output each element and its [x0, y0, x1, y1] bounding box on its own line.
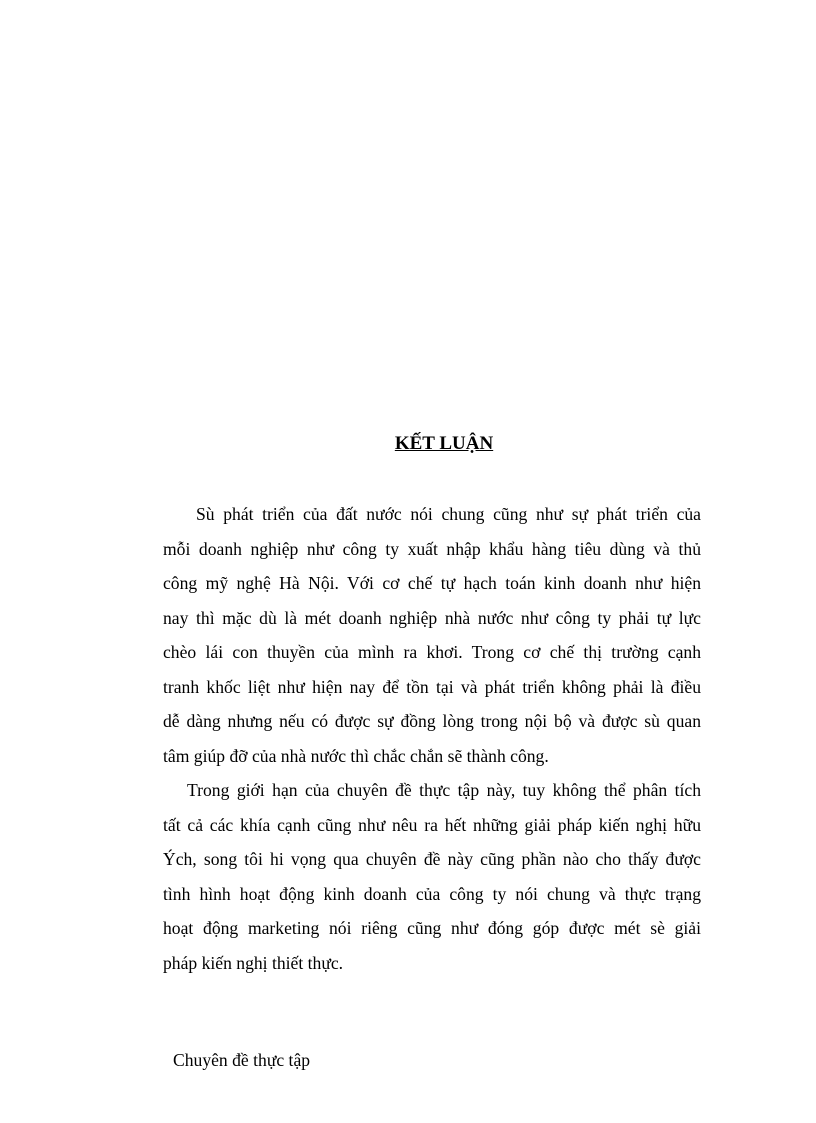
paragraph-2-line-4: tình hình hoạt động kinh doanh của công ty nói chung và thực trạng: [163, 883, 701, 904]
paragraph-2-line-2: tất cả các khía cạnh cũng như nêu ra hết những giải pháp kiến nghị hữu: [163, 814, 701, 835]
paragraph-2-line-3: Ých, song tôi hi vọng qua chuyên đề này cũng phần nào cho thấy được: [163, 849, 701, 869]
paragraph-1-line-4: nay thì mặc dù là mét doanh nghiệp nhà nước như công ty phải tự lực: [163, 607, 701, 628]
paragraph-1-line-6: tranh khốc liệt như hiện nay để tồn tại và phát triển không phải là điều: [163, 676, 701, 697]
document-body: [163, 497, 701, 980]
paragraph-1-line-7: dễ dàng nhưng nếu có được sự đồng lòng trong nội bộ và được sù quan: [163, 711, 701, 731]
paragraph-2-line-6: pháp kiến nghị thiết thực.: [163, 952, 344, 973]
paragraph-1-line-5: chèo lái con thuyền của mình ra khơi. Trong cơ chế thị trường cạnh: [163, 642, 701, 662]
page-footer: Chuyên đề thực tập: [173, 1050, 311, 1070]
paragraph-1-line-1: Sù phát triển của đất nước nói chung cũng như sự phát triển của: [196, 504, 701, 524]
paragraph-1-line-2: mỗi doanh nghiệp như công ty xuất nhập khẩu hàng tiêu dùng và thủ: [163, 538, 701, 559]
page-title: KẾT LUẬN: [394, 433, 494, 454]
paragraph-1-line-8: tâm giúp đỡ của nhà nước thì chắc chắn sẽ thành công.: [163, 745, 549, 766]
paragraph-2-line-1: Trong giới hạn của chuyên đề thực tập này, tuy không thể phân tích: [187, 780, 701, 800]
paragraph-2-line-5: hoạt động marketing nói riêng cũng như đóng góp được mét sè giải: [163, 918, 701, 938]
paragraph-1-line-3: công mỹ nghệ Hà Nội. Với cơ chế tự hạch toán kinh doanh như hiện: [163, 573, 701, 593]
